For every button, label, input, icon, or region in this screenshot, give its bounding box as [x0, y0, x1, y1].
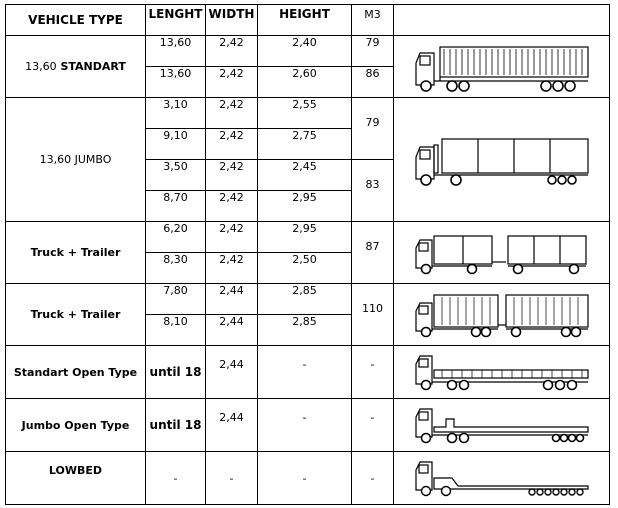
height-cell: 2,75 — [258, 129, 352, 160]
height-cell: 2,45 — [258, 160, 352, 191]
length-cell: 9,10 — [146, 129, 206, 160]
length-cell: - — [146, 452, 206, 505]
m3-cell: 79 — [352, 36, 394, 67]
vehicle-type-cell: Jumbo Open Type — [6, 399, 146, 452]
vehicle-type-cell: Standart Open Type — [6, 346, 146, 399]
vehicle-image-cell — [394, 452, 610, 505]
m3-cell: 83 — [352, 160, 394, 222]
jumbo-open-trailer-truck-icon — [412, 405, 592, 445]
length-cell: 8,70 — [146, 191, 206, 222]
vehicle-image-cell — [394, 222, 610, 284]
m3-cell: 110 — [352, 284, 394, 346]
height-cell: 2,85 — [258, 284, 352, 315]
height-cell: 2,55 — [258, 98, 352, 129]
width-cell: 2,42 — [206, 98, 258, 129]
width-cell: 2,42 — [206, 36, 258, 67]
length-cell: until 18 — [146, 346, 206, 399]
table-row — [6, 399, 610, 452]
vehicle-types-table — [5, 4, 610, 505]
jumbo-trailer-truck-icon — [412, 131, 592, 189]
height-cell: 2,50 — [258, 253, 352, 284]
length-cell: 3,50 — [146, 160, 206, 191]
vehicle-type-cell — [6, 36, 146, 98]
length-cell: 13,60 — [146, 67, 206, 98]
table-row — [6, 98, 610, 129]
length-cell: until 18 — [146, 399, 206, 452]
height-cell: - — [258, 452, 352, 505]
vehicle-type-cell: LOWBED — [6, 452, 146, 505]
vehicle-type-word: STANDART — [60, 60, 126, 73]
height-cell: 2,95 — [258, 191, 352, 222]
table-row — [6, 452, 610, 505]
vehicle-type-cell: Truck + Trailer — [6, 222, 146, 284]
height-cell: - — [258, 346, 352, 399]
width-cell: - — [206, 452, 258, 505]
m3-cell: - — [352, 399, 394, 452]
length-cell: 6,20 — [146, 222, 206, 253]
width-cell: 2,42 — [206, 160, 258, 191]
truck-and-trailer-icon — [412, 230, 592, 276]
length-cell: 13,60 — [146, 36, 206, 67]
curtain-semi-trailer-truck-icon — [412, 41, 592, 93]
height-cell: 2,40 — [258, 36, 352, 67]
height-cell: 2,85 — [258, 315, 352, 346]
width-cell: 2,44 — [206, 346, 258, 399]
width-cell: 2,44 — [206, 399, 258, 452]
table-row — [6, 222, 610, 253]
vehicle-type-number: 13,60 — [25, 60, 57, 73]
length-cell: 3,10 — [146, 98, 206, 129]
vehicle-image-cell — [394, 399, 610, 452]
large-truck-and-trailer-icon — [412, 291, 592, 339]
vehicle-type-cell: 13,60 JUMBO — [6, 98, 146, 222]
table-row — [6, 284, 610, 315]
vehicle-image-cell — [394, 36, 610, 98]
lowbed-trailer-truck-icon — [412, 458, 592, 498]
width-cell: 2,44 — [206, 284, 258, 315]
height-cell: - — [258, 399, 352, 452]
height-cell: 2,95 — [258, 222, 352, 253]
header-vehicle-type: VEHICLE TYPE — [6, 5, 146, 36]
header-width: WIDTH — [206, 5, 258, 36]
m3-cell: - — [352, 346, 394, 399]
length-cell: 7,80 — [146, 284, 206, 315]
table-row — [6, 346, 610, 399]
length-cell: 8,30 — [146, 253, 206, 284]
width-cell: 2,44 — [206, 315, 258, 346]
width-cell: 2,42 — [206, 129, 258, 160]
length-cell: 8,10 — [146, 315, 206, 346]
width-cell: 2,42 — [206, 67, 258, 98]
m3-cell: 79 — [352, 98, 394, 160]
vehicle-image-cell — [394, 284, 610, 346]
m3-cell: - — [352, 452, 394, 505]
header-length: LENGHT — [146, 5, 206, 36]
header-image — [394, 5, 610, 36]
height-cell: 2,60 — [258, 67, 352, 98]
table-row — [6, 36, 610, 67]
vehicle-type-cell: Truck + Trailer — [6, 284, 146, 346]
vehicle-image-cell — [394, 98, 610, 222]
open-semi-trailer-truck-icon — [412, 352, 592, 392]
m3-cell: 87 — [352, 222, 394, 284]
vehicle-image-cell — [394, 346, 610, 399]
header-row — [6, 5, 610, 36]
m3-cell: 86 — [352, 67, 394, 98]
width-cell: 2,42 — [206, 253, 258, 284]
header-height: HEIGHT — [258, 5, 352, 36]
width-cell: 2,42 — [206, 191, 258, 222]
width-cell: 2,42 — [206, 222, 258, 253]
header-m3: M3 — [352, 5, 394, 36]
